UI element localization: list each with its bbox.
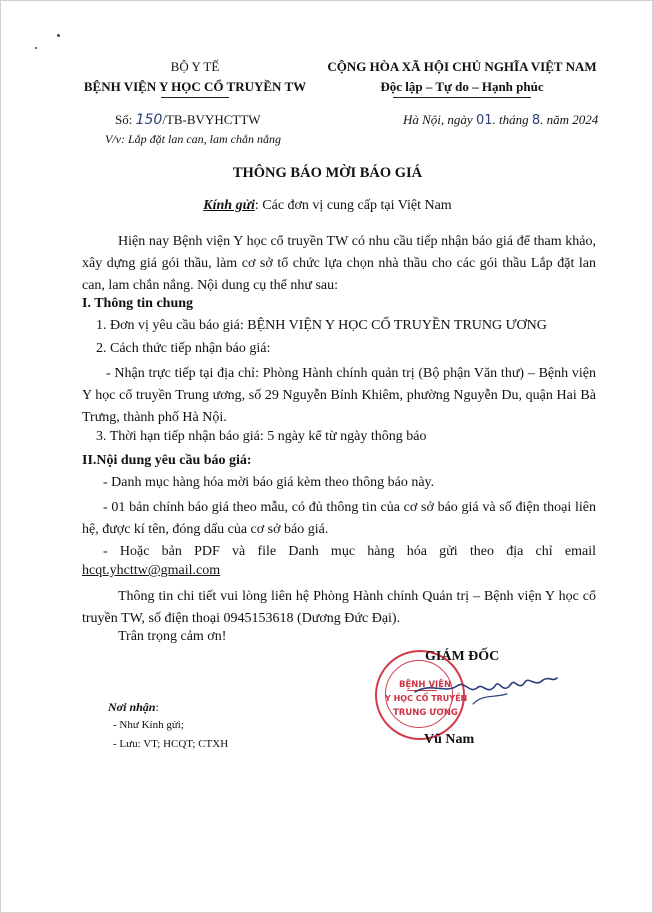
- date-suffix: năm 2024: [546, 112, 599, 127]
- section-1-title: I. Thông tin chung: [82, 296, 194, 311]
- recipient-item-1: - Như Kính gửi;: [113, 719, 184, 731]
- signer-position: GIÁM ĐỐC: [425, 649, 500, 664]
- requirement-2: - 01 bản chính báo giá theo mẫu, có đủ thông tin của cơ sở báo giá và số điện thoại liên hệ, được kí tên, đóng dấu của cơ sở báo giá.: [82, 500, 596, 537]
- document-date: Hà Nội, ngày 01. tháng 8. năm 2024: [403, 112, 599, 128]
- stamp-line-3: TRUNG ƯƠNG: [393, 708, 458, 718]
- greeting-label: Kính gửi: [203, 198, 255, 213]
- date-prefix: Hà Nội, ngày: [403, 112, 473, 127]
- section-2-title: II.Nội dung yêu cầu báo giá:: [82, 453, 252, 468]
- date-month-handwritten: 8: [531, 113, 541, 128]
- recipient-item-2: - Lưu: VT; HCQT; CTXH: [113, 738, 229, 750]
- document-subject: V/v: Lắp đặt lan can, lam chắn nắng: [105, 132, 281, 146]
- item-2-detail: - Nhận trực tiếp tại địa chỉ: Phòng Hành chính quản trị (Bộ phận Văn thư) – Bệnh viện Y học cổ truyền Trung ương, số 29 Nguyễn Bỉnh Khiêm, phường Nguyễn Du, quận Hai Bà Trưng, thành phố Hà Nội.: [82, 366, 596, 425]
- doc-number-prefix: Số:: [115, 112, 133, 127]
- doc-number-handwritten: 150: [135, 112, 163, 128]
- document-number: [115, 112, 261, 128]
- recipients-title: Nơi nhận: [108, 700, 156, 714]
- national-motto: Độc lập – Tự do – Hạnh phúc: [380, 79, 544, 94]
- handwritten-signature: [411, 664, 561, 714]
- stamp-line-2: Y HỌC CỔ TRUYỀN: [385, 694, 468, 703]
- document-title: THÔNG BÁO MỜI BÁO GIÁ: [232, 165, 423, 181]
- date-month-label: tháng: [499, 112, 529, 127]
- item-1: 1. Đơn vị yêu cầu báo giá: BỆNH VIỆN Y HỌC CỔ TRUYỀN TRUNG ƯƠNG: [96, 318, 547, 333]
- scan-speck: [57, 34, 60, 37]
- greeting-recipients: : Các đơn vị cung cấp tại Việt Nam: [254, 198, 452, 213]
- greeting-line: [1, 198, 653, 214]
- motto-underline: [393, 97, 531, 98]
- signer-name: Vũ Nam: [424, 732, 475, 747]
- date-day-handwritten: 01: [475, 113, 493, 128]
- recipients-colon: :: [155, 700, 159, 714]
- item-2: 2. Cách thức tiếp nhận báo giá:: [96, 341, 271, 356]
- republic-name: CỘNG HÒA XÃ HỘI CHỦ NGHĨA VIỆT NAM: [327, 59, 597, 74]
- intro-paragraph: Hiện nay Bệnh viện Y học cổ truyền TW có nhu cầu tiếp nhận báo giá để tham khảo, xây dựng giá gói thầu, làm cơ sở tổ chức lựa chọn nhà thầu cho các gói thầu Lắp đặt lan can, lam chắn nắng. Nội dung cụ thể như sau:: [82, 234, 596, 293]
- email-link[interactable]: hcqt.yhcttw@gmail.com: [82, 563, 221, 578]
- item-3: 3. Thời hạn tiếp nhận báo giá: 5 ngày kể từ ngày thông báo: [96, 429, 427, 444]
- requirement-3: - Hoặc bản PDF và file Danh mục hàng hóa gửi theo địa chỉ email: [103, 544, 596, 559]
- contact-paragraph: Thông tin chi tiết vui lòng liên hệ Phòng Hành chính Quản trị – Bệnh viện Y học cổ truyền TW, số điện thoại 0945153618 (Dương Đức Đại).: [82, 589, 596, 626]
- stamp-line-1: BỆNH VIỆN: [399, 680, 452, 690]
- recipients-label: [108, 700, 159, 715]
- hospital-name: BỆNH VIỆN Y HỌC CỔ TRUYỀN TW: [83, 79, 307, 94]
- doc-number-suffix: /TB-BVYHCTTW: [162, 112, 261, 127]
- scan-speck: [35, 47, 37, 49]
- requirement-1: - Danh mục hàng hóa mời báo giá kèm theo thông báo này.: [103, 475, 435, 490]
- hospital-underline: [161, 97, 229, 98]
- closing-line: Trân trọng cảm ơn!: [118, 629, 227, 644]
- ministry-name: BỘ Y TẾ: [170, 59, 220, 74]
